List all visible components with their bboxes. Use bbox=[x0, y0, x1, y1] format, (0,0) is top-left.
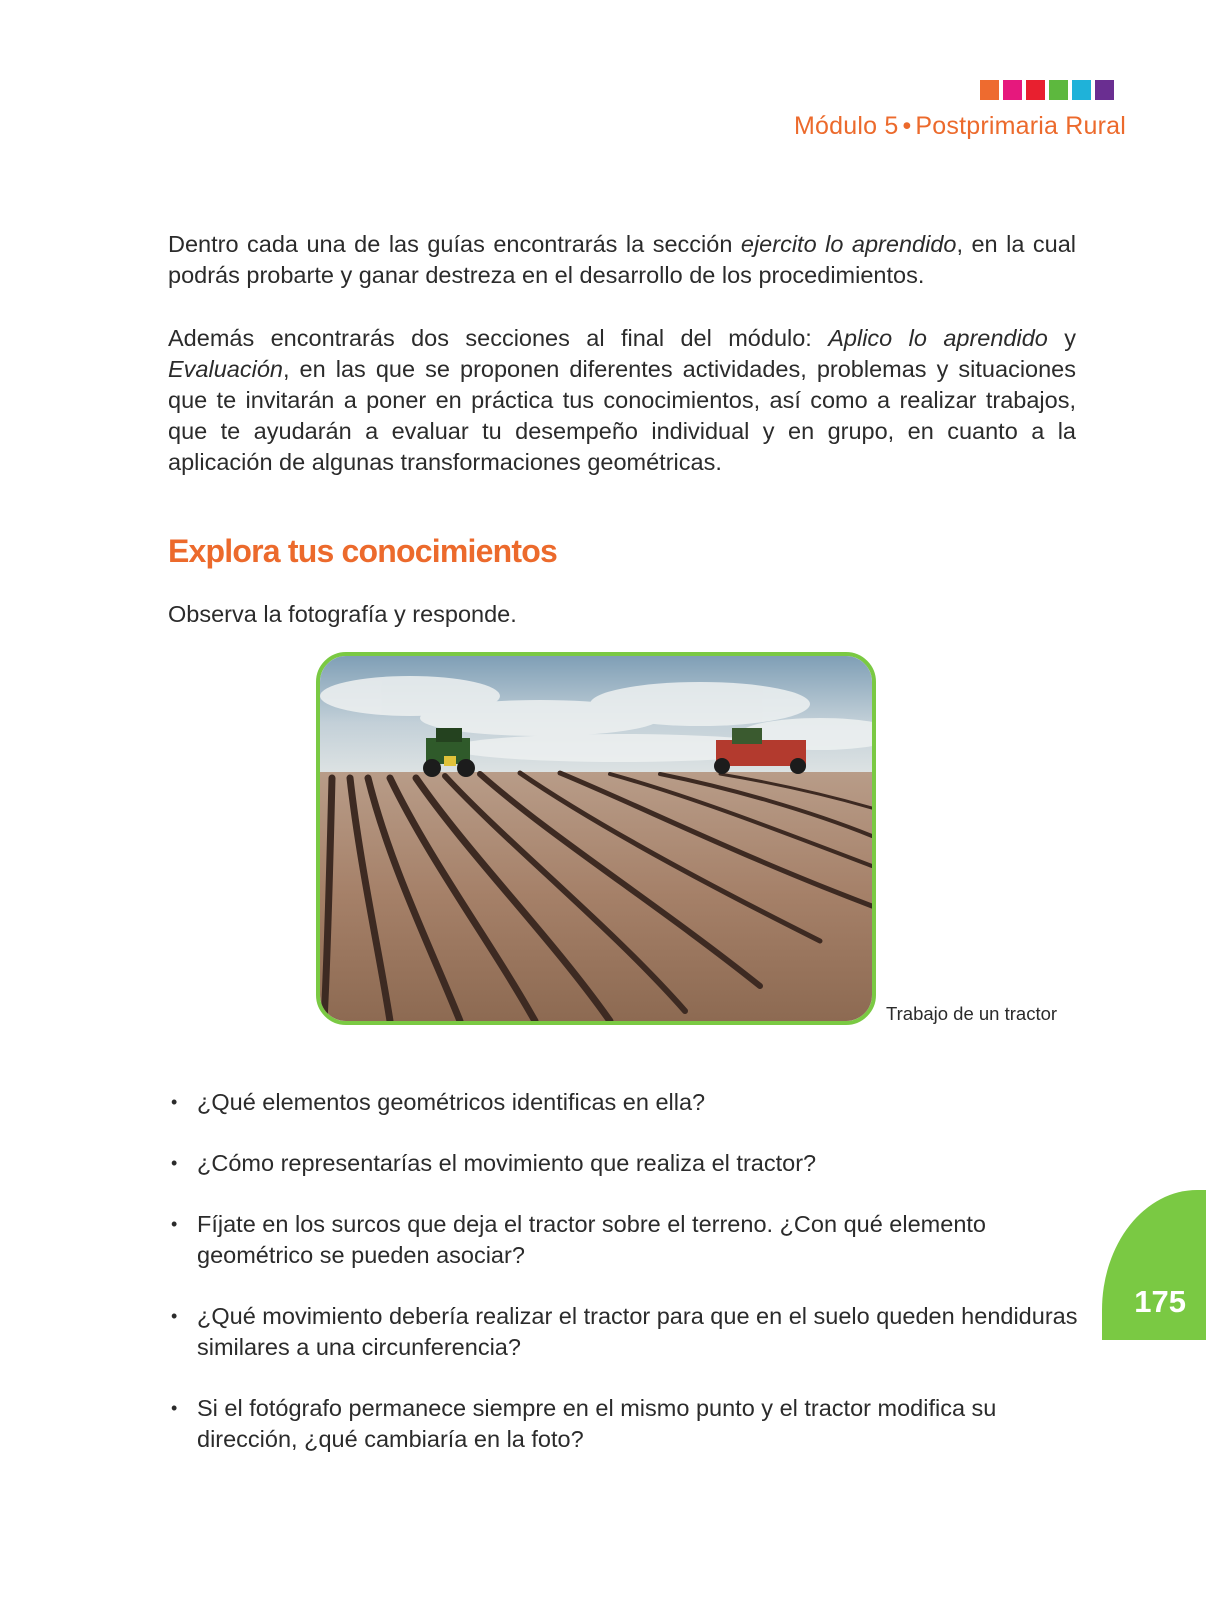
color-square-red bbox=[1026, 80, 1045, 100]
p1-emphasis: ejercito lo aprendido bbox=[740, 231, 957, 257]
question-text: Si el fotógrafo permanece siempre en el mismo punto y el tractor modifica su dirección, ¿qué cambiaría en la foto? bbox=[197, 1395, 997, 1452]
question-text: ¿Qué movimiento debería realizar el tractor para que en el suelo queden hendiduras similares a una circunferencia? bbox=[197, 1303, 1078, 1360]
color-square-cyan bbox=[1072, 80, 1091, 100]
page-number: 175 bbox=[1134, 1284, 1186, 1319]
list-item bbox=[168, 1087, 1088, 1118]
color-square-green bbox=[1049, 80, 1068, 100]
list-item bbox=[168, 1301, 1088, 1363]
intro-paragraph-2 bbox=[168, 323, 1076, 478]
running-header bbox=[794, 112, 1126, 141]
bullet: • bbox=[171, 1092, 178, 1112]
question-text: Fíjate en los surcos que deja el tractor sobre el terreno. ¿Con qué elemento geométrico se pueden asociar? bbox=[197, 1211, 986, 1268]
bullet: • bbox=[171, 1214, 178, 1234]
section-heading: Explora tus conocimientos bbox=[168, 533, 557, 569]
header-separator: • bbox=[902, 112, 912, 140]
intro-paragraph-1 bbox=[168, 229, 1076, 291]
bullet: • bbox=[171, 1153, 178, 1173]
list-item bbox=[168, 1148, 1088, 1179]
list-item bbox=[168, 1209, 1088, 1271]
color-square-magenta bbox=[1003, 80, 1022, 100]
p2-text-start: Además encontrarás dos secciones al final del módulo: bbox=[168, 325, 829, 351]
p2-text-mid: y bbox=[1047, 325, 1077, 351]
program-label: Postprimaria Rural bbox=[915, 112, 1126, 140]
p2-emphasis-1: Aplico lo aprendido bbox=[828, 325, 1048, 351]
p2-emphasis-2: Evaluación bbox=[168, 356, 283, 382]
tractor-field-illustration bbox=[320, 656, 872, 1021]
tractor-photo bbox=[316, 652, 876, 1025]
instruction-text: Observa la fotografía y responde. bbox=[168, 601, 517, 627]
p2-text-end: , en las que se proponen diferentes actividades, problemas y situaciones que te invitarán a poner en práctica tus conocimientos, así como a realizar trabajos, que te ayudarán a evaluar tu desempeño individual y en grupo, en cuanto a la aplicación de algunas transformaciones geométricas. bbox=[168, 356, 1076, 475]
module-label: Módulo 5 bbox=[793, 112, 899, 140]
color-square-purple bbox=[1095, 80, 1114, 100]
bullet: • bbox=[171, 1398, 178, 1418]
p1-text-start: Dentro cada una de las guías encontrarás la sección bbox=[168, 231, 741, 257]
photo-caption: Trabajo de un tractor bbox=[886, 1003, 1058, 1024]
color-square-orange bbox=[980, 80, 999, 100]
question-text: ¿Cómo representarías el movimiento que realiza el tractor? bbox=[197, 1150, 817, 1176]
bullet: • bbox=[171, 1306, 178, 1326]
question-text: ¿Qué elementos geométricos identificas en ella? bbox=[197, 1089, 706, 1115]
question-list bbox=[168, 1087, 1088, 1485]
p1-text-end: , en la cual podrás probarte y ganar destreza en el desarrollo de los procedimientos. bbox=[168, 231, 1077, 288]
color-squares bbox=[980, 80, 1114, 100]
list-item bbox=[168, 1393, 1088, 1455]
